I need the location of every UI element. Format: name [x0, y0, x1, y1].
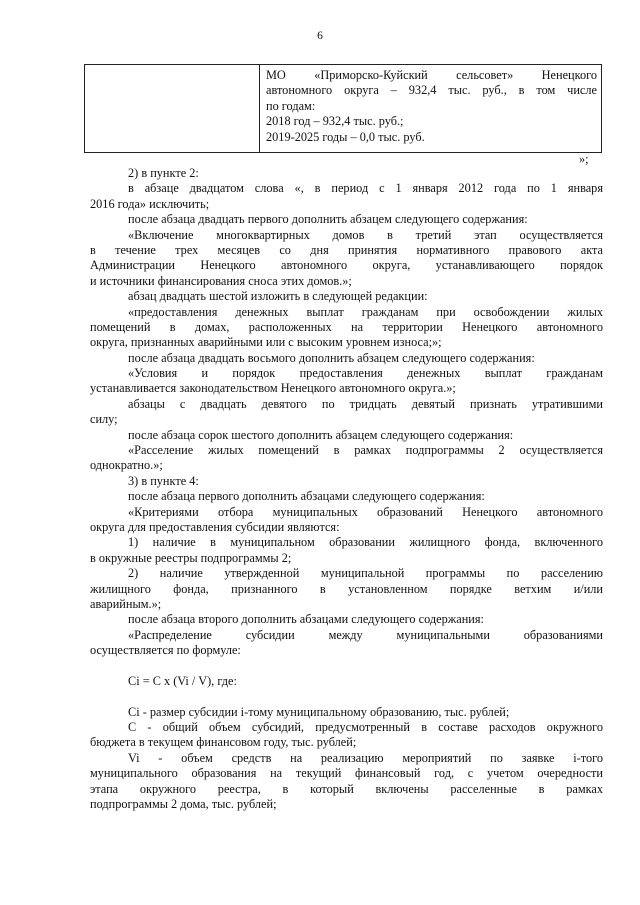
table-line: 2019-2025 годы – 0,0 тыс. руб. [266, 129, 425, 144]
text-line: Администрации Ненецкого автономного округа, устанавливающего порядок [90, 258, 603, 273]
text-line: помещений в домах, расположенных на территории Ненецкого автономного [90, 319, 603, 334]
text-line: абзац двадцать шестой изложить в следующей редакции: [128, 289, 428, 304]
formula: Ci = C x (Vi / V), где: [128, 673, 237, 688]
table-line: МО «Приморско-Куйский сельсовет» Ненецкого [266, 68, 597, 82]
text-line: в абзаце двадцатом слова «, в период с 1 января 2012 года по 1 января [128, 181, 603, 196]
text-line: бюджета в текущем финансовом году, тыс. рублей; [90, 735, 357, 750]
text-line: 3) в пункте 4: [128, 473, 199, 488]
text-line: этапа окружного реестра, в который включены расселенные в рамках [90, 781, 603, 796]
text-line: абзацы с двадцать девятого по тридцать девятый признать утратившими [128, 396, 603, 411]
text-line: и источники финансирования сноса этих домов.»; [90, 273, 352, 288]
text-line: после абзаца двадцать восьмого дополнить абзацем следующего содержания: [128, 350, 535, 365]
text-line: «Распределение субсидии между муниципальными образованиями [128, 627, 603, 642]
text-line: округа для предоставления субсидии являются: [90, 519, 340, 534]
text-line: «Расселение жилых помещений в рамках подпрограммы 2 осуществляется [128, 443, 603, 458]
text-line: 2016 года» исключить; [90, 196, 210, 211]
text-line: осуществляется по формуле: [90, 643, 241, 658]
blank-line [90, 689, 603, 704]
text-line: в течение трех месяцев со дня принятия нормативного правового акта [90, 242, 603, 257]
text-line: жилищного фонда, признанного в установленном порядке ветхим и/или [90, 581, 603, 596]
text-line: после абзаца сорок шестого дополнить абзацем следующего содержания: [128, 427, 514, 442]
text-line: подпрограммы 2 дома, тыс. рублей; [90, 797, 277, 812]
text-line: после абзаца второго дополнить абзацами следующего содержания: [128, 612, 484, 627]
text-line: после абзаца двадцать первого дополнить абзацем следующего содержания: [128, 212, 528, 227]
text-line: «Критериями отбора муниципальных образований Ненецкого автономного [128, 504, 603, 519]
text-line: округа, признанных аварийными или с высоким уровнем износа;»; [90, 335, 442, 350]
page-number: 6 [317, 30, 323, 42]
blank-line [90, 659, 603, 674]
text-line: «Условия и порядок предоставления денежных выплат гражданам [128, 366, 603, 381]
document-body [90, 166, 603, 812]
text-line: однократно.»; [90, 458, 163, 473]
text-line: Vi - объем средств на реализацию мероприятий по заявке i-того [128, 750, 603, 765]
text-line: муниципального образования на текущий финансовый год, с учетом очередности [90, 766, 603, 781]
text-line: 2) наличие утвержденной муниципальной программы по расселению [128, 566, 603, 581]
text-line: в окружные реестры подпрограммы 2; [90, 550, 292, 565]
table-line: автономного округа – 932,4 тыс. руб., в том числе [266, 83, 597, 98]
text-line: 1) наличие в муниципальном образовании жилищного фонда, включенного [128, 535, 603, 550]
table-line: 2018 год – 932,4 тыс. руб.; [266, 114, 404, 129]
text-line: «предоставления денежных выплат гражданам при освобождении жилых [128, 304, 603, 319]
program-table-fragment [84, 64, 602, 153]
text-line: аварийным.»; [90, 596, 162, 611]
table-left-cell [85, 65, 260, 152]
text-line: C - общий объем субсидий, предусмотренный в составе расходов окружного [128, 720, 603, 735]
text-line: после абзаца первого дополнить абзацами следующего содержания: [128, 489, 485, 504]
text-line: «Включение многоквартирных домов в третий этап осуществляется [128, 227, 603, 242]
table-closing-quote: »; [579, 152, 589, 166]
text-line: устанавливается законодательством Ненецкого автономного округа.»; [90, 381, 456, 396]
text-line: 2) в пункте 2: [128, 166, 199, 180]
text-line: силу; [90, 412, 118, 427]
table-right-cell [260, 65, 601, 152]
table-line: по годам: [266, 98, 316, 113]
text-line: Ci - размер субсидии i-тому муниципальному образованию, тыс. рублей; [128, 704, 510, 719]
